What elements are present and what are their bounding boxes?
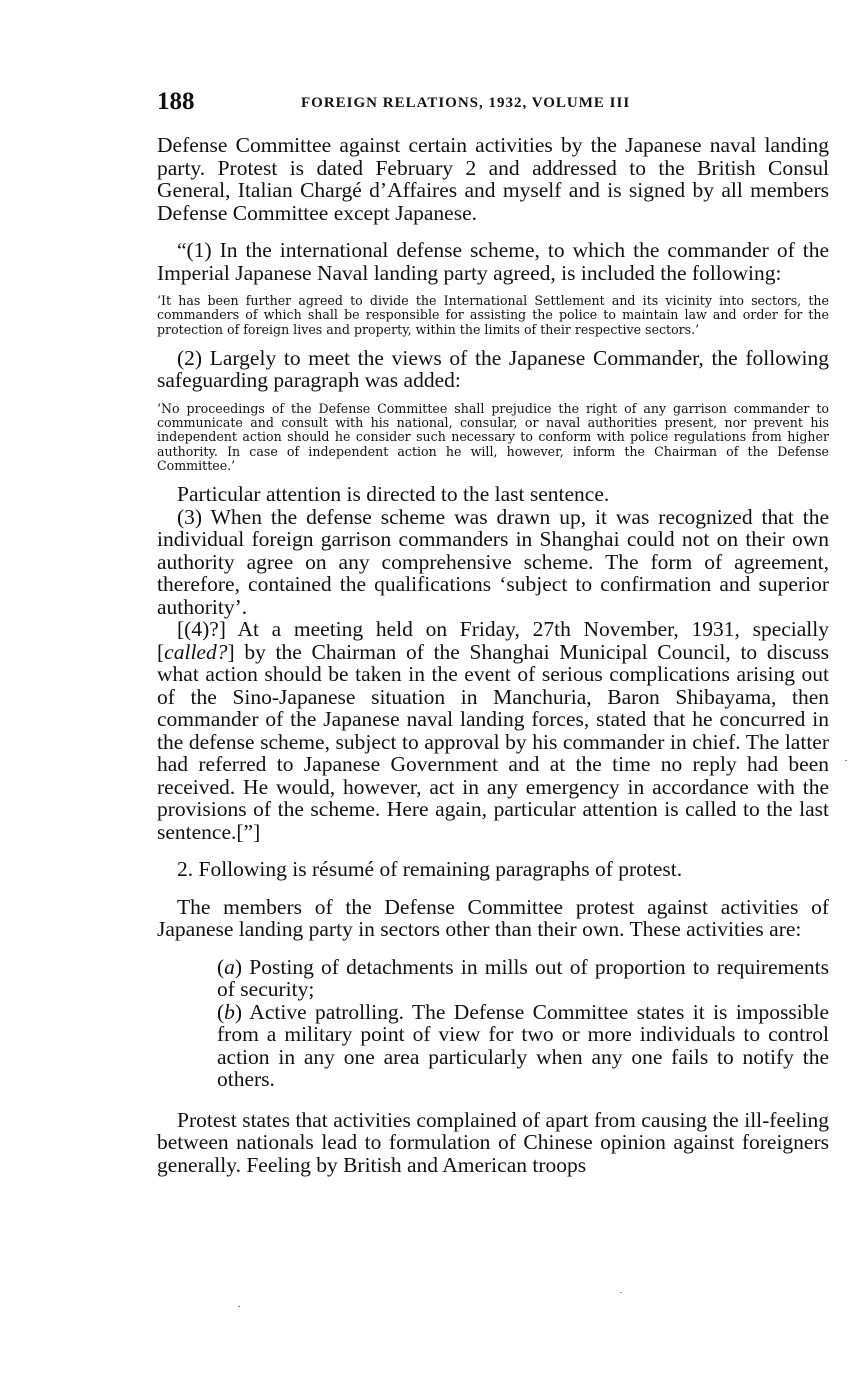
running-title: FOREIGN RELATIONS, 1932, VOLUME III (301, 95, 631, 111)
point-4-italic: called? (164, 639, 228, 664)
paragraph-intro: Defense Committee against certain activities by the Japanese naval landing party. Protest is dated February 2 and addressed to the British Consul General, Italian Chargé d’Affaires and myself and is signed by all members Defense Committee except Japanese. (157, 133, 829, 225)
paragraph-point-4 (157, 618, 829, 843)
quote-safeguard: ‘No proceedings of the Defense Committee shall prejudice the right of any garrison commander to communicate and consult with his national, consular, or naval authorities present, nor prevent his independent action should he consider such necessary to conform with police regulations from higher authority. In case of independent action he will, however, inform the Chairman of the Defense Committee.’ (157, 400, 829, 474)
paragraph-point-2: (2) Largely to meet the views of the Japanese Commander, the following safeguarding paragraph was added: (157, 345, 829, 393)
scan-speck (238, 1306, 240, 1307)
item-b-label: b (224, 999, 235, 1024)
paragraph-resume: 2. Following is résumé of remaining paragraphs of protest. (177, 857, 683, 882)
document-body (157, 134, 829, 1176)
item-a-label: a (224, 954, 235, 979)
activity-list (217, 956, 829, 1091)
page-number: 188 (157, 88, 195, 115)
paragraph-point-3: (3) When the defense scheme was drawn up, it was recognized that the individual foreign garrison commanders in Shanghai could not on their own authority agree on any comprehensive scheme. The form of agreement, therefore, contained the qualifications ‘subject to confirmation and superior authority’. (157, 504, 829, 619)
list-item-a: (a) Posting of detachments in mills out of proportion to requirements of security; (217, 954, 829, 1002)
item-b-text: Active patrolling. The Defense Committee states it is impossible from a military point of view for two or more individuals to control action in any one area particularly when any one fails to notify the others. (217, 999, 829, 1092)
page-header (157, 88, 829, 118)
point-4-text-start: [(4)?] At a meeting held on Friday, 27th November, 1931, specially [ (157, 617, 829, 664)
quote-sectors: ‘It has been further agreed to divide the International Settlement and its vicinity into sectors, the commanders of which shall be responsible for assisting the police to maintain law and order for the protection of foreign lives and property, within the limits of their respective sectors.’ (157, 293, 829, 337)
paragraph-attention: Particular attention is directed to the last sentence. (177, 482, 610, 507)
point-4-text-end: ] by the Chairman of the Shanghai Municipal Council, to discuss what action should be taken in the event of serious complications arising out of the Sino-Japanese situation in Manchuria, Baron Shibayama, then commander of the Japanese naval landing forces, stated that he concurred in the defense scheme, subject to approval by his commander in chief. The latter had referred to Japanese Government and at the time no reply had been received. He would, however, act in any emergency in accordance with the provisions of the scheme. Here again, particular attention is called to the last sentence.[”] (157, 639, 829, 844)
paragraph-conclusion: Protest states that activities complained of apart from causing the ill-feeling between nationals lead to formulation of Chinese opinion against foreigners generally. Feeling by British and American troops (157, 1107, 829, 1177)
paragraph-point-1: “(1) In the international defense scheme, to which the commander of the Imperial Japanese Naval landing party agreed, is included the following: (157, 238, 829, 285)
item-a-text: Posting of detachments in mills out of proportion to requirements of security; (217, 954, 829, 1002)
scan-speck (845, 760, 847, 761)
list-item-b: (b) Active patrolling. The Defense Committee states it is impossible from a military point of view for two or more individuals to control action in any one area particularly when any one fails to notify the others. (217, 999, 829, 1092)
paragraph-protest: The members of the Defense Committee protest against activities of Japanese landing party in sectors other than their own. These activities are: (157, 894, 829, 942)
scan-speck (620, 1292, 622, 1293)
